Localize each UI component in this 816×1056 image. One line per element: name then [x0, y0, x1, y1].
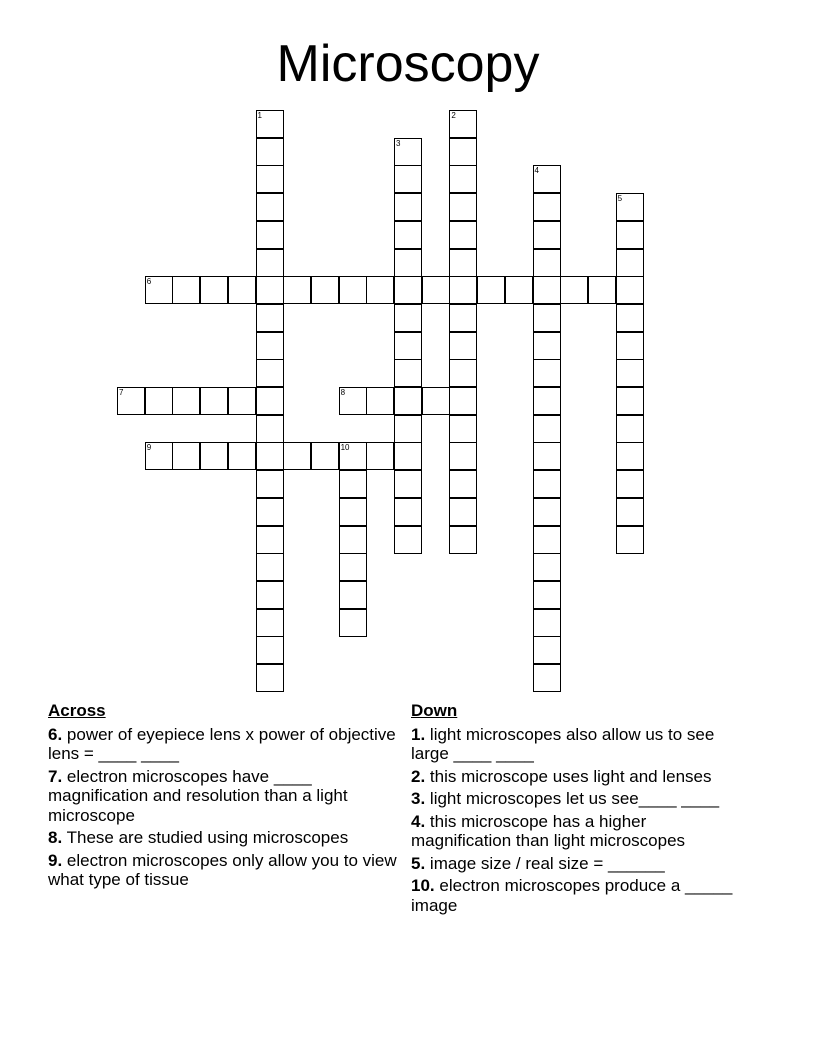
across-clue: [48, 828, 398, 848]
clue-number: 3.: [411, 789, 426, 808]
crossword-cell[interactable]: [394, 249, 422, 277]
crossword-cell[interactable]: [366, 442, 394, 470]
cell-number: 8: [340, 388, 346, 397]
across-clue: [48, 725, 398, 764]
crossword-cell[interactable]: [616, 526, 644, 554]
crossword-cell[interactable]: [394, 276, 422, 304]
crossword-cell[interactable]: [256, 498, 284, 526]
cell-number: 4: [534, 166, 539, 176]
cell-number: 9: [146, 443, 152, 453]
crossword-cell[interactable]: [449, 110, 477, 138]
crossword-cell[interactable]: [200, 387, 228, 415]
crossword-cell[interactable]: [200, 442, 228, 470]
clue-text: electron microscopes have ____ magnification and resolution than a light microscope: [48, 766, 348, 825]
crossword-cell[interactable]: [256, 249, 284, 277]
cell-number: 5: [617, 194, 623, 204]
crossword-cell[interactable]: [311, 276, 339, 304]
cell-number: 6: [146, 277, 152, 287]
crossword-cell[interactable]: [394, 387, 422, 415]
crossword-cell[interactable]: [394, 415, 422, 443]
crossword-cell[interactable]: [616, 442, 644, 470]
crossword-cell[interactable]: [533, 415, 561, 443]
crossword-cell[interactable]: [616, 387, 644, 415]
crossword-cell[interactable]: [256, 636, 284, 664]
crossword-cell[interactable]: [560, 276, 588, 304]
crossword-cell[interactable]: [256, 359, 284, 387]
crossword-cell[interactable]: [449, 332, 477, 360]
crossword-cell[interactable]: [394, 442, 422, 470]
down-heading: Down: [411, 701, 458, 720]
crossword-cell[interactable]: [533, 636, 561, 664]
crossword-cell[interactable]: [616, 193, 644, 221]
clue-text: electron microscopes only allow you to view what type of tissue: [48, 850, 397, 889]
crossword-cell[interactable]: [533, 249, 561, 277]
crossword-cell[interactable]: [256, 664, 284, 692]
crossword-cell[interactable]: [449, 165, 477, 193]
crossword-cell[interactable]: [366, 387, 394, 415]
crossword-cell[interactable]: [533, 664, 561, 692]
crossword-cell[interactable]: [256, 165, 284, 193]
crossword-cell[interactable]: [394, 359, 422, 387]
crossword-cell[interactable]: [449, 276, 477, 304]
crossword-cell[interactable]: [449, 387, 477, 415]
crossword-cell[interactable]: [449, 138, 477, 166]
clue-text: power of eyepiece lens x power of objective lens = ____ ____: [48, 724, 396, 763]
crossword-cell[interactable]: [533, 359, 561, 387]
crossword-cell[interactable]: [256, 415, 284, 443]
cell-number: 10: [340, 443, 350, 453]
crossword-cell[interactable]: [533, 498, 561, 526]
clue-text: light microscopes let us see____ ____: [425, 789, 720, 808]
crossword-cell[interactable]: [339, 609, 367, 637]
crossword-cell[interactable]: [256, 110, 284, 138]
cell-number: 2: [451, 111, 456, 120]
crossword-cell[interactable]: [172, 442, 200, 470]
clue-text: electron microscopes produce a _____ image: [411, 876, 733, 915]
across-clues: [48, 701, 398, 893]
crossword-cell[interactable]: [449, 442, 477, 470]
crossword-cell[interactable]: [449, 193, 477, 221]
crossword-cell[interactable]: [283, 276, 311, 304]
clue-text: light microscopes also allow us to see large ____ ____: [411, 724, 715, 763]
crossword-cell[interactable]: [228, 442, 256, 470]
across-clue: [48, 767, 398, 826]
crossword-cell[interactable]: [256, 138, 284, 166]
crossword-cell[interactable]: [256, 276, 284, 304]
crossword-cell[interactable]: [616, 470, 644, 498]
crossword-cell[interactable]: [200, 276, 228, 304]
crossword-cell[interactable]: [449, 304, 477, 332]
crossword-cell[interactable]: [256, 332, 284, 360]
crossword-cell[interactable]: [339, 442, 367, 470]
crossword-cell[interactable]: [339, 470, 367, 498]
crossword-cell[interactable]: [449, 359, 477, 387]
crossword-cell[interactable]: [256, 470, 284, 498]
down-clue: [411, 789, 741, 809]
crossword-cell[interactable]: [339, 553, 367, 581]
crossword-cell[interactable]: [256, 442, 284, 470]
crossword-cell[interactable]: [228, 387, 256, 415]
crossword-cell[interactable]: [256, 581, 284, 609]
crossword-cell[interactable]: [533, 332, 561, 360]
crossword-cell[interactable]: [449, 498, 477, 526]
crossword-cell[interactable]: [394, 221, 422, 249]
crossword-cell[interactable]: [533, 276, 561, 304]
crossword-cell[interactable]: [256, 553, 284, 581]
down-clue: [411, 767, 741, 787]
crossword-cell[interactable]: [172, 276, 200, 304]
clue-number: 4.: [411, 811, 426, 831]
crossword-cell[interactable]: [394, 332, 422, 360]
across-heading: Across: [48, 701, 106, 720]
clue-number: 10.: [411, 876, 435, 895]
crossword-cell[interactable]: [616, 415, 644, 443]
crossword-cell[interactable]: [616, 332, 644, 360]
across-clue: [48, 851, 398, 890]
crossword-cell[interactable]: [256, 387, 284, 415]
crossword-cell[interactable]: [339, 276, 367, 304]
clue-number: 8.: [48, 828, 63, 847]
crossword-cell[interactable]: [366, 276, 394, 304]
crossword-cell[interactable]: [449, 221, 477, 249]
crossword-cell[interactable]: [533, 193, 561, 221]
crossword-cell[interactable]: [145, 276, 173, 304]
clue-text: These are studied using microscopes: [62, 828, 349, 847]
crossword-cell[interactable]: [394, 470, 422, 498]
crossword-cell[interactable]: [422, 387, 450, 415]
crossword-cell[interactable]: [616, 221, 644, 249]
crossword-cell[interactable]: [256, 609, 284, 637]
clue-number: 1.: [411, 724, 426, 744]
crossword-cell[interactable]: [533, 221, 561, 249]
clue-number: 5.: [411, 853, 426, 873]
crossword-cell[interactable]: [533, 553, 561, 581]
crossword-cell[interactable]: [145, 442, 173, 470]
crossword-cell[interactable]: [533, 442, 561, 470]
crossword-cell[interactable]: [422, 276, 450, 304]
crossword-cell[interactable]: [449, 415, 477, 443]
crossword-cell[interactable]: [228, 276, 256, 304]
clue-text: this microscope has a higher magnification than light microscopes: [411, 811, 686, 850]
crossword-cell[interactable]: [533, 304, 561, 332]
cell-number: 1: [257, 111, 262, 120]
crossword-cell[interactable]: [505, 276, 533, 304]
crossword-cell[interactable]: [394, 526, 422, 554]
crossword-cell[interactable]: [256, 526, 284, 554]
cell-number: 7: [119, 388, 124, 397]
crossword-cell[interactable]: [311, 442, 339, 470]
crossword-cell[interactable]: [394, 498, 422, 526]
cell-number: 3: [396, 138, 401, 148]
crossword-cell[interactable]: [533, 470, 561, 498]
crossword-cell[interactable]: [394, 165, 422, 193]
crossword-cell[interactable]: [449, 249, 477, 277]
crossword-cell[interactable]: [477, 276, 505, 304]
crossword-cell[interactable]: [394, 193, 422, 221]
crossword-cell[interactable]: [533, 526, 561, 554]
page-title: Microscopy: [276, 35, 540, 93]
crossword-cell[interactable]: [616, 304, 644, 332]
clue-number: 2.: [411, 766, 426, 786]
crossword-cell[interactable]: [533, 387, 561, 415]
crossword-cell[interactable]: [283, 442, 311, 470]
clue-number: 7.: [48, 766, 63, 786]
down-clue: [411, 812, 741, 851]
crossword-cell[interactable]: [172, 387, 200, 415]
crossword-cell[interactable]: [145, 387, 173, 415]
clue-text: image size / real size = ______: [425, 853, 665, 873]
crossword-cell[interactable]: [394, 138, 422, 166]
crossword-cell[interactable]: [339, 387, 367, 415]
down-clue: [411, 854, 741, 874]
down-clue: [411, 725, 741, 764]
crossword-cell[interactable]: [256, 304, 284, 332]
crossword-cell[interactable]: [533, 581, 561, 609]
crossword-cell[interactable]: [256, 221, 284, 249]
crossword-cell[interactable]: [256, 193, 284, 221]
clue-number: 6.: [48, 724, 63, 744]
crossword-cell[interactable]: [449, 470, 477, 498]
crossword-cell[interactable]: [533, 165, 561, 193]
crossword-cell[interactable]: [616, 276, 644, 304]
crossword-cell[interactable]: [616, 498, 644, 526]
clue-text: this microscope uses light and lenses: [425, 766, 712, 786]
down-clues: [411, 701, 741, 918]
crossword-cell[interactable]: [449, 526, 477, 554]
clue-number: 9.: [48, 850, 63, 870]
crossword-cell[interactable]: [339, 526, 367, 554]
down-clue: [411, 876, 741, 915]
crossword-cell[interactable]: [339, 581, 367, 609]
crossword-cell[interactable]: [394, 304, 422, 332]
crossword-cell[interactable]: [339, 498, 367, 526]
crossword-cell[interactable]: [616, 249, 644, 277]
crossword-cell[interactable]: [616, 359, 644, 387]
crossword-cell[interactable]: [588, 276, 616, 304]
crossword-cell[interactable]: [117, 387, 145, 415]
crossword-cell[interactable]: [533, 609, 561, 637]
